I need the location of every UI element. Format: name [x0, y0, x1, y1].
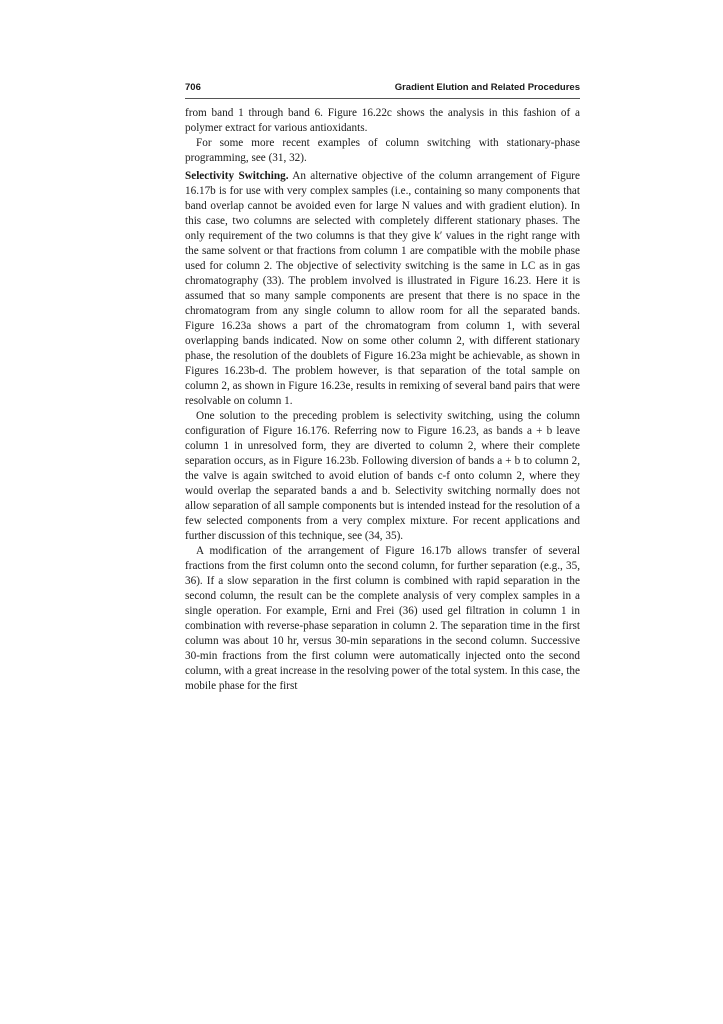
- running-header: [185, 82, 580, 99]
- running-title: Gradient Elution and Related Procedures: [394, 82, 580, 93]
- paragraph-1: from band 1 through band 6. Figure 16.22c shows the analysis in this fashion of a polymer extract for various antioxidants.: [185, 107, 580, 134]
- paragraph-2: For some more recent examples of column switching with stationary-phase programming, see (31, 32).: [185, 137, 580, 164]
- paragraph-4: One solution to the preceding problem is selectivity switching, using the column configuration of Figure 16.176. Referring now to Figure 16.23, as bands a + b leave column 1 in unresolved form, they are diverted to column 2, where their complete separation occurs, as in Figure 16.23b. Following diversion of bands a + b to column 2, the valve is again switched to avoid elution of bands c-f onto column 2, where they would overlap the separated bands a and b. Selectivity switching normally does not allow separation of all sample components but is intended instead for the resolution of a few selected components from a very complex mixture. For recent applications and further discussion of this technique, see (34, 35).: [185, 410, 580, 542]
- section-run-in-heading: Selectivity Switching.: [185, 170, 289, 182]
- document-page: [185, 82, 580, 694]
- paragraph-5: A modification of the arrangement of Figure 16.17b allows transfer of several fractions from the first column onto the second column, for further separation (e.g., 35, 36). If a slow separation in the first column is combined with rapid separation in the second column, the result can be the complete analysis of very complex samples in a single operation. For example, Erni and Frei (36) used gel filtration in column 1 in combination with reverse-phase separation in column 2. The separation time in the first column was about 10 hr, versus 30-min separations in the second column. Successive 30-min fractions from the first column were automatically injected onto the second column, with a great increase in the resolving power of the total system. In this case, the mobile phase for the first: [185, 545, 580, 692]
- paragraph-3: [185, 169, 580, 409]
- paragraph-3-text: An alternative objective of the column arrangement of Figure 16.17b is for use with very complex samples (i.e., containing so many components that band overlap cannot be avoided even for large N values and with gradient elution). In this case, two columns are selected with completely different stationary phases. The only requirement of the two columns is that they give k′ values in the right range with the same solvent or that fractions from column 1 are compatible with the mobile phase used for column 2. The objective of selectivity switching is the same in LC as in gas chromatography (33). The problem involved is illustrated in Figure 16.23. Here it is assumed that so many sample components are present that there is no space in the chromatogram from any single column to allow room for all the separated bands. Figure 16.23a shows a part of the chromatogram from column 1, with several overlapping bands indicated. Now on some other column 2, with different stationary phase, the resolution of the doublets of Figure 16.23a might be achievable, as shown in Figures 16.23b-d. The problem however, is that separation of the total sample on column 2, as shown in Figure 16.23e, results in remixing of several band pairs that were resolvable on column 1.: [185, 170, 580, 407]
- page-number: 706: [185, 82, 201, 93]
- body-text: [185, 106, 580, 694]
